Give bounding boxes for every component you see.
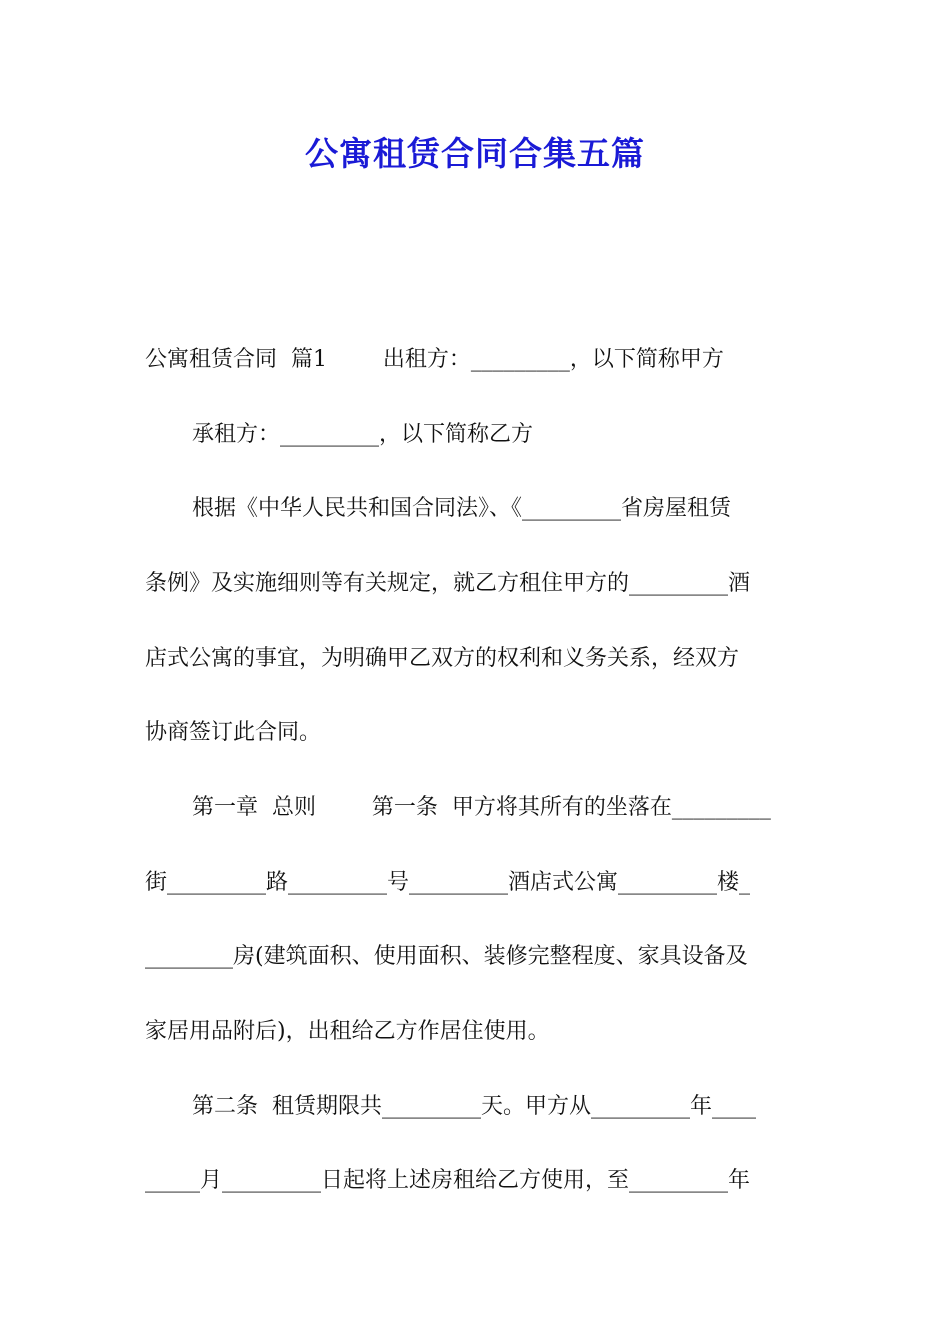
paragraph-line: 承租方：_________，以下简称乙方 (192, 422, 534, 447)
paragraph-line: ________房(建筑面积、使用面积、装修完整程度、家具设备及 (145, 944, 748, 969)
paragraph-line: 第一章 总则 第一条 甲方将其所有的坐落在_________ (192, 795, 771, 820)
paragraph-line: 条例》及实施细则等有关规定，就乙方租住甲方的_________酒 (145, 571, 751, 596)
paragraph-line: 家居用品附后)，出租给乙方作居住使用。 (145, 1019, 550, 1044)
paragraph-line: 第二条 租赁期限共_________天。甲方从_________年____ (192, 1094, 756, 1119)
paragraph-line: 公寓租赁合同 篇1 出租方：_________，以下简称甲方 (145, 347, 724, 372)
paragraph-line: 店式公寓的事宜，为明确甲乙双方的权利和义务关系，经双方 (145, 646, 740, 671)
paragraph-line: _____月_________日起将上述房租给乙方使用，至_________年 (145, 1168, 751, 1193)
document-title: 公寓租赁合同合集五篇 (305, 134, 645, 173)
paragraph-line: 根据《中华人民共和国合同法》、《_________省房屋租赁 (192, 496, 732, 521)
paragraph-line: 协商签订此合同。 (145, 720, 322, 745)
paragraph-line: 街_________路_________号_________酒店式公寓_________楼_ (145, 870, 751, 895)
